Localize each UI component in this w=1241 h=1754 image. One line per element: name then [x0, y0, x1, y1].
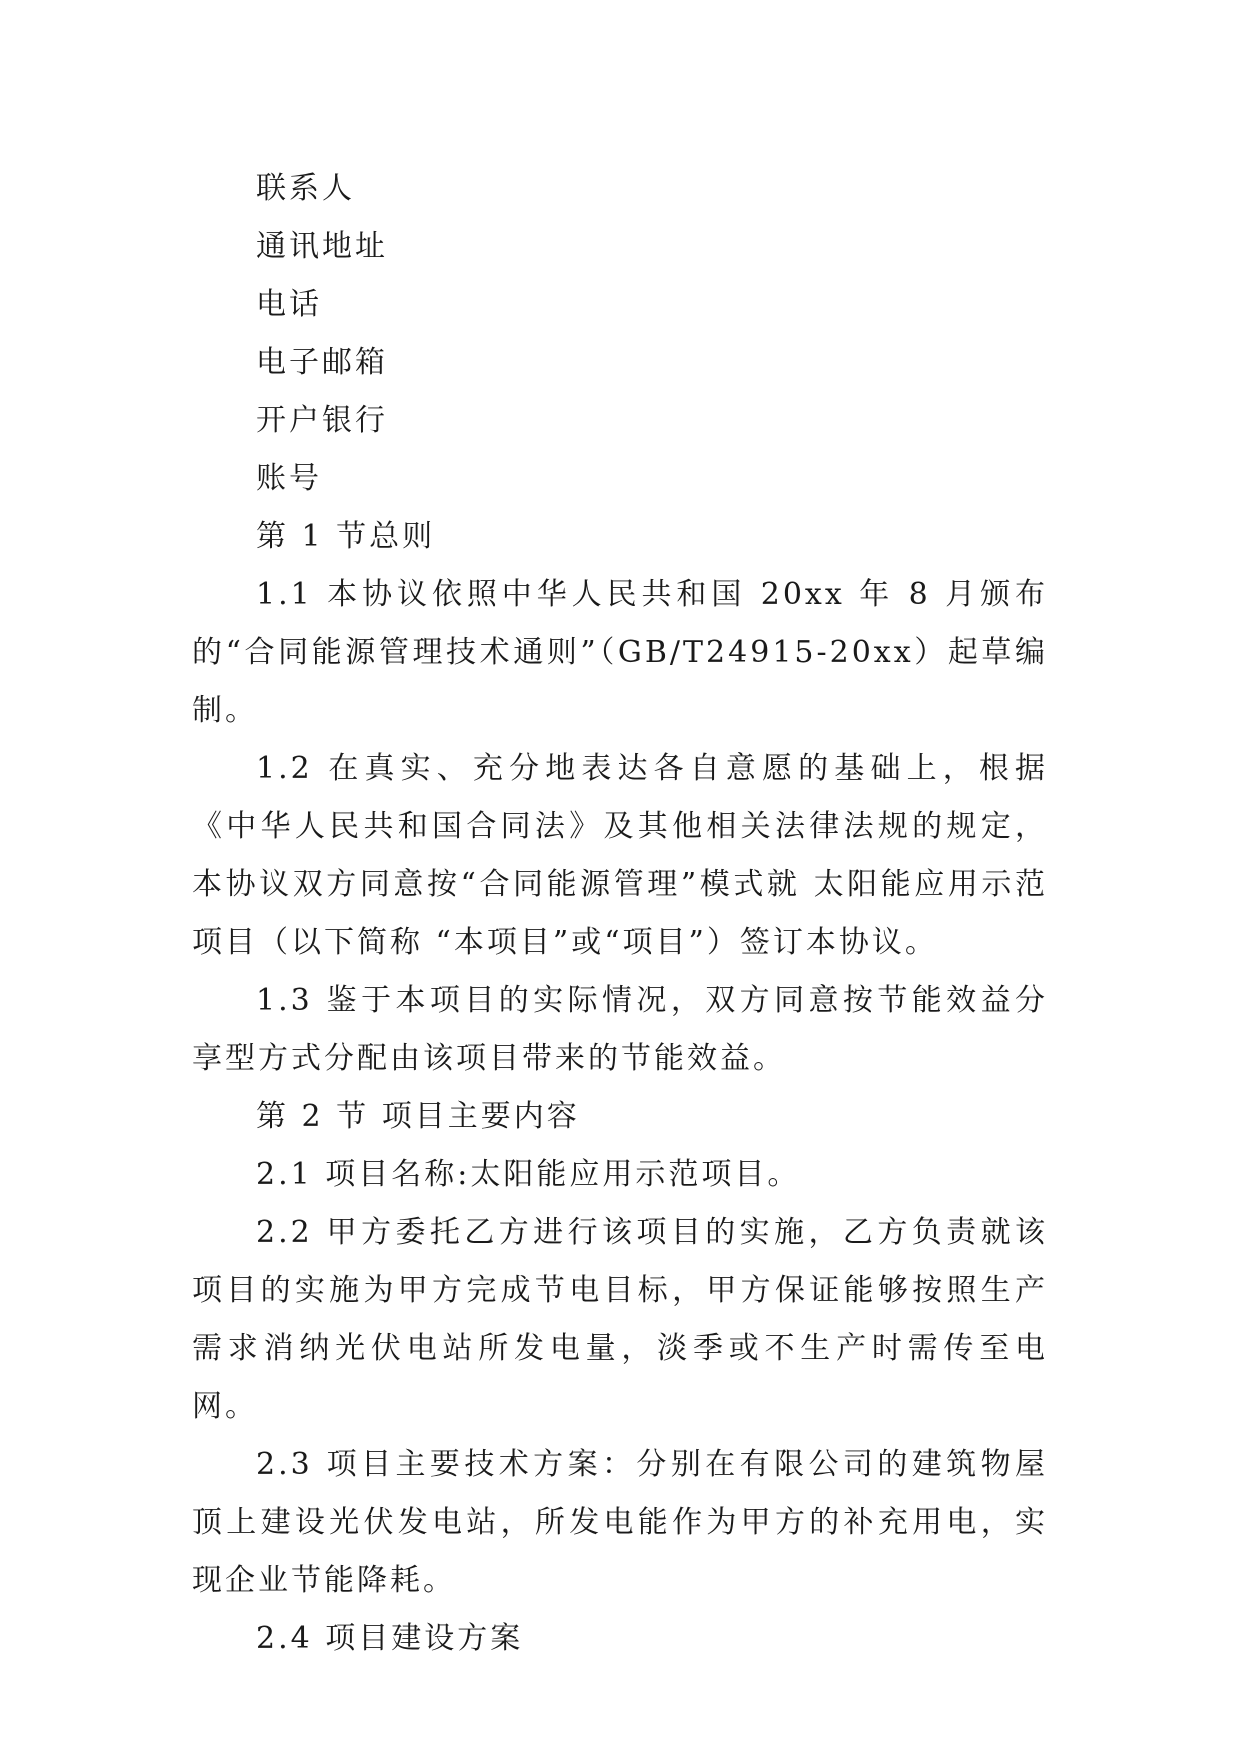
field-contact-person: 联系人	[256, 171, 355, 206]
clause-1-2: 1.2 在真实、充分地表达各自意愿的基础上，根据《中华人民共和国合同法》及其他相关法律法规的规定，本协议双方同意按“合同能源管理”模式就 太阳能应用示范项目（以下简称 “本项目”或“项目”）签订本协议。	[192, 751, 1048, 960]
field-bank: 开户银行	[256, 403, 388, 438]
clause-1-3: 1.3 鉴于本项目的实际情况，双方同意按节能效益分享型方式分配由该项目带来的节能效益。	[192, 983, 1048, 1076]
field-account-number: 账号	[256, 461, 322, 496]
field-email: 电子邮箱	[256, 345, 388, 380]
clause-2-1: 2.1 项目名称:太阳能应用示范项目。	[256, 1157, 801, 1192]
field-phone: 电话	[256, 287, 322, 322]
clause-2-3: 2.3 项目主要技术方案：分别在有限公司的建筑物屋顶上建设光伏发电站，所发电能作为甲方的补充用电，实现企业节能降耗。	[192, 1447, 1048, 1598]
field-mailing-address: 通讯地址	[256, 229, 388, 264]
document-body	[192, 160, 1048, 1668]
clause-2-4: 2.4 项目建设方案	[256, 1621, 524, 1656]
section-2-heading: 第 2 节 项目主要内容	[256, 1099, 580, 1134]
clause-2-2: 2.2 甲方委托乙方进行该项目的实施，乙方负责就该项目的实施为甲方完成节电目标，甲方保证能够按照生产需求消纳光伏电站所发电量，淡季或不生产时需传至电网。	[192, 1215, 1048, 1424]
section-1-heading: 第 1 节总则	[256, 519, 436, 554]
clause-1-1: 1.1 本协议依照中华人民共和国 20xx 年 8 月颁布的“合同能源管理技术通则”（GB/T24915-20xx）起草编制。	[192, 577, 1048, 728]
